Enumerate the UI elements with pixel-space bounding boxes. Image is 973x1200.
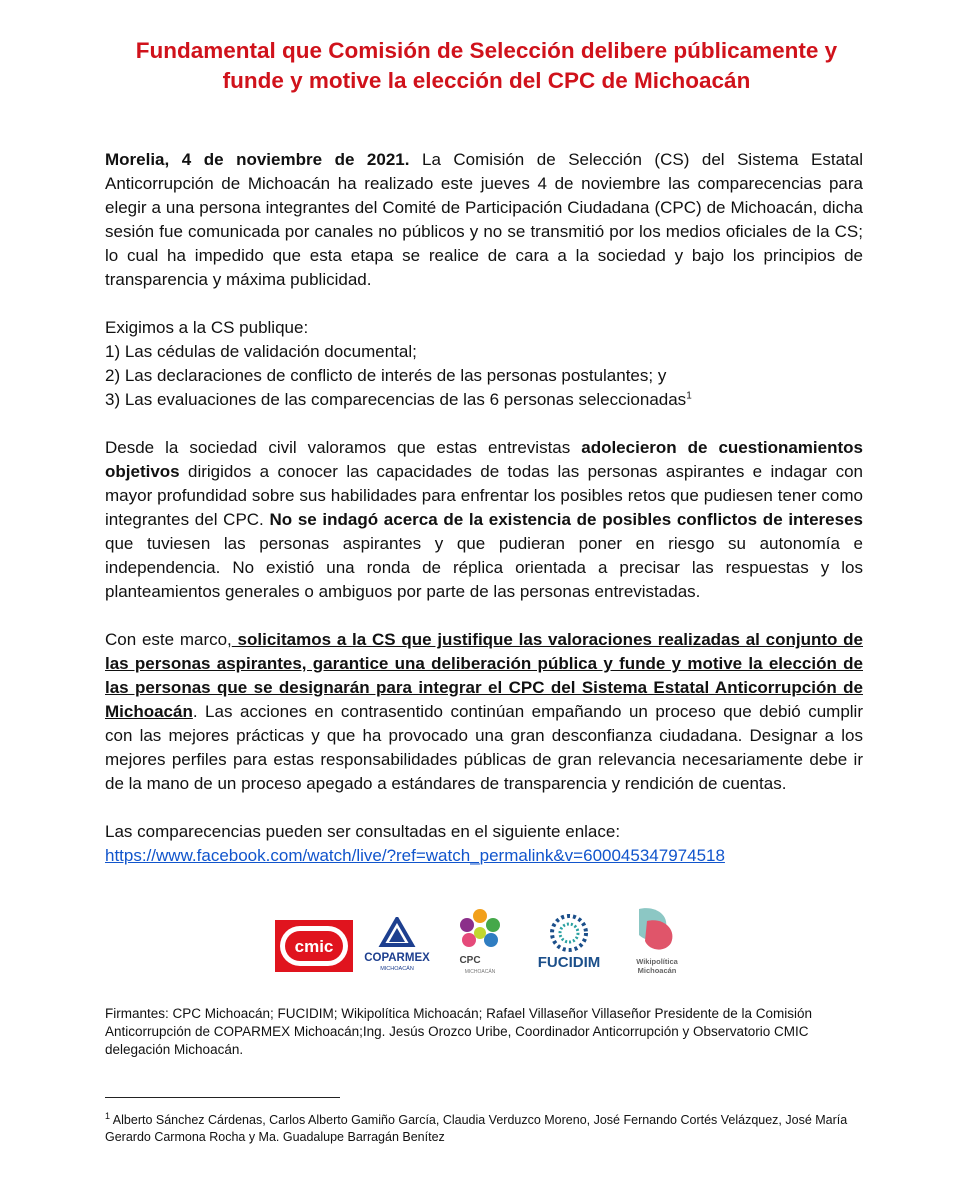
coparmex-logo-text: COPARMEX (364, 952, 430, 964)
demand-item-1: 1) Las cédulas de validación documental; (105, 342, 417, 361)
assessment-bold-2: No se indagó acerca de la existencia de posibles conflictos de intereses (269, 510, 863, 529)
document-body (105, 148, 863, 868)
fucidim-logo (528, 911, 610, 977)
link-intro: Las comparecencias pueden ser consultadas en el siguiente enlace: (105, 822, 621, 841)
demand-item-2: 2) Las declaraciones de conflicto de interés de las personas postulantes; y (105, 366, 667, 385)
footnote (105, 1112, 865, 1146)
logos-row (270, 905, 690, 980)
intro-paragraph (105, 148, 863, 292)
cpc-logo (450, 907, 510, 977)
footnote-divider (105, 1097, 340, 1098)
wikipolitica-logo (625, 905, 689, 977)
cmic-logo (275, 920, 353, 972)
footnote-ref[interactable]: 1 (686, 390, 692, 402)
assessment-paragraph (105, 436, 863, 604)
signers-text: Firmantes: CPC Michoacán; FUCIDIM; Wikipolítica Michoacán; Rafael Villaseñor Villaseñor Presidente de la Comisión Anticorrupción de COPARMEX Michoacán;Ing. Jesús Orozco Uribe, Coordinador Anticorrupción y Observatorio CMIC delegación Michoacán. (105, 1006, 813, 1057)
wikipolitica-logo-subtext: Michoacán (637, 966, 677, 975)
footnote-text: Alberto Sánchez Cárdenas, Carlos Alberto Gamiño García, Claudia Verduzco Moreno, José Fernando Cortés Velázquez, José María Gerardo Carmona Rocha y Ma. Guadalupe Barragán Benítez (105, 1113, 848, 1144)
request-bold-underlined: solicitamos a la CS que justifique las valoraciones realizadas al conjunto de las personas aspirantes, garantice una deliberación pública y funde y motive la elección de las personas que se designarán para integrar el CPC del Sistema Estatal Anticorrupción de Michoacán (105, 630, 863, 721)
cpc-logo-subtext: MICHOACÁN (464, 969, 496, 975)
demand-item-3 (105, 388, 863, 412)
demand-item-3-text: 3) Las evaluaciones de las comparecencias de las 6 personas seleccionadas (105, 390, 687, 409)
dateline: Morelia, 4 de noviembre de 2021. (105, 150, 410, 169)
title-line-2: funde y motive la elección del CPC de Michoacán (222, 68, 751, 93)
title-line-1: Fundamental que Comisión de Selección delibere públicamente y (135, 38, 838, 63)
intro-text: La Comisión de Selección (CS) del Sistema Estatal Anticorrupción de Michoacán ha realizado este jueves 4 de noviembre las comparecencias para elegir a una persona integrantes del Comité de Participación Ciudadana (CPC) de Michoacán, dicha sesión fue comunicada por canales no públicos y no se transmitió por los medios oficiales de la CS; lo cual ha impedido que esta etapa se realice de cara a la sociedad y bajo los principios de transparencia y máxima publicidad. (105, 150, 863, 289)
coparmex-logo-subtext: MICHOACÁN (380, 966, 414, 972)
facebook-link[interactable]: https://www.facebook.com/watch/live/?ref=watch_permalink&v=600045347974518 (105, 846, 725, 865)
cmic-logo-text: cmic (294, 937, 334, 956)
fucidim-logo-text: FUCIDIM (537, 954, 601, 971)
assessment-text-2: dirigidos a conocer las capacidades de todas las personas aspirantes e indagar con mayor profundidad sobre sus habilidades para enfrentar los posibles retos que pudiesen tener como integrantes del CPC. (105, 462, 863, 529)
request-text-2: . Las acciones en contrasentido continúan empañando un proceso que debió cumplir con las mejores prácticas y que ha provocado una gran desconfianza ciudadana. Designar a los mejores perfiles para estas responsabilidades públicas de gran relevancia necesariamente debe ir de la mano de un proceso apegado a estándares de transparencia y rendición de cuentas. (105, 702, 863, 793)
cpc-logo-text: CPC (459, 955, 481, 966)
assessment-text-1: Desde la sociedad civil valoramos que estas entrevistas (105, 438, 582, 457)
coparmex-logo (362, 917, 432, 975)
wikipolitica-logo-text: Wikipolítica (636, 957, 678, 966)
demands-intro: Exigimos a la CS publique: (105, 318, 309, 337)
assessment-text-3: que tuviesen las personas aspirantes y que pudieran poner en riesgo su autonomía e independencia. No existió una ronda de réplica orientada a precisar las respuestas y los planteamientos generales o ambiguos por parte de las personas entrevistadas. (105, 534, 863, 601)
footnote-number: 1 (105, 1110, 111, 1121)
assessment-bold-1: adolecieron de cuestionamientos objetivos (105, 438, 863, 481)
request-text-1: Con este marco, (105, 630, 232, 649)
request-paragraph (105, 628, 863, 796)
document-title (60, 36, 913, 96)
